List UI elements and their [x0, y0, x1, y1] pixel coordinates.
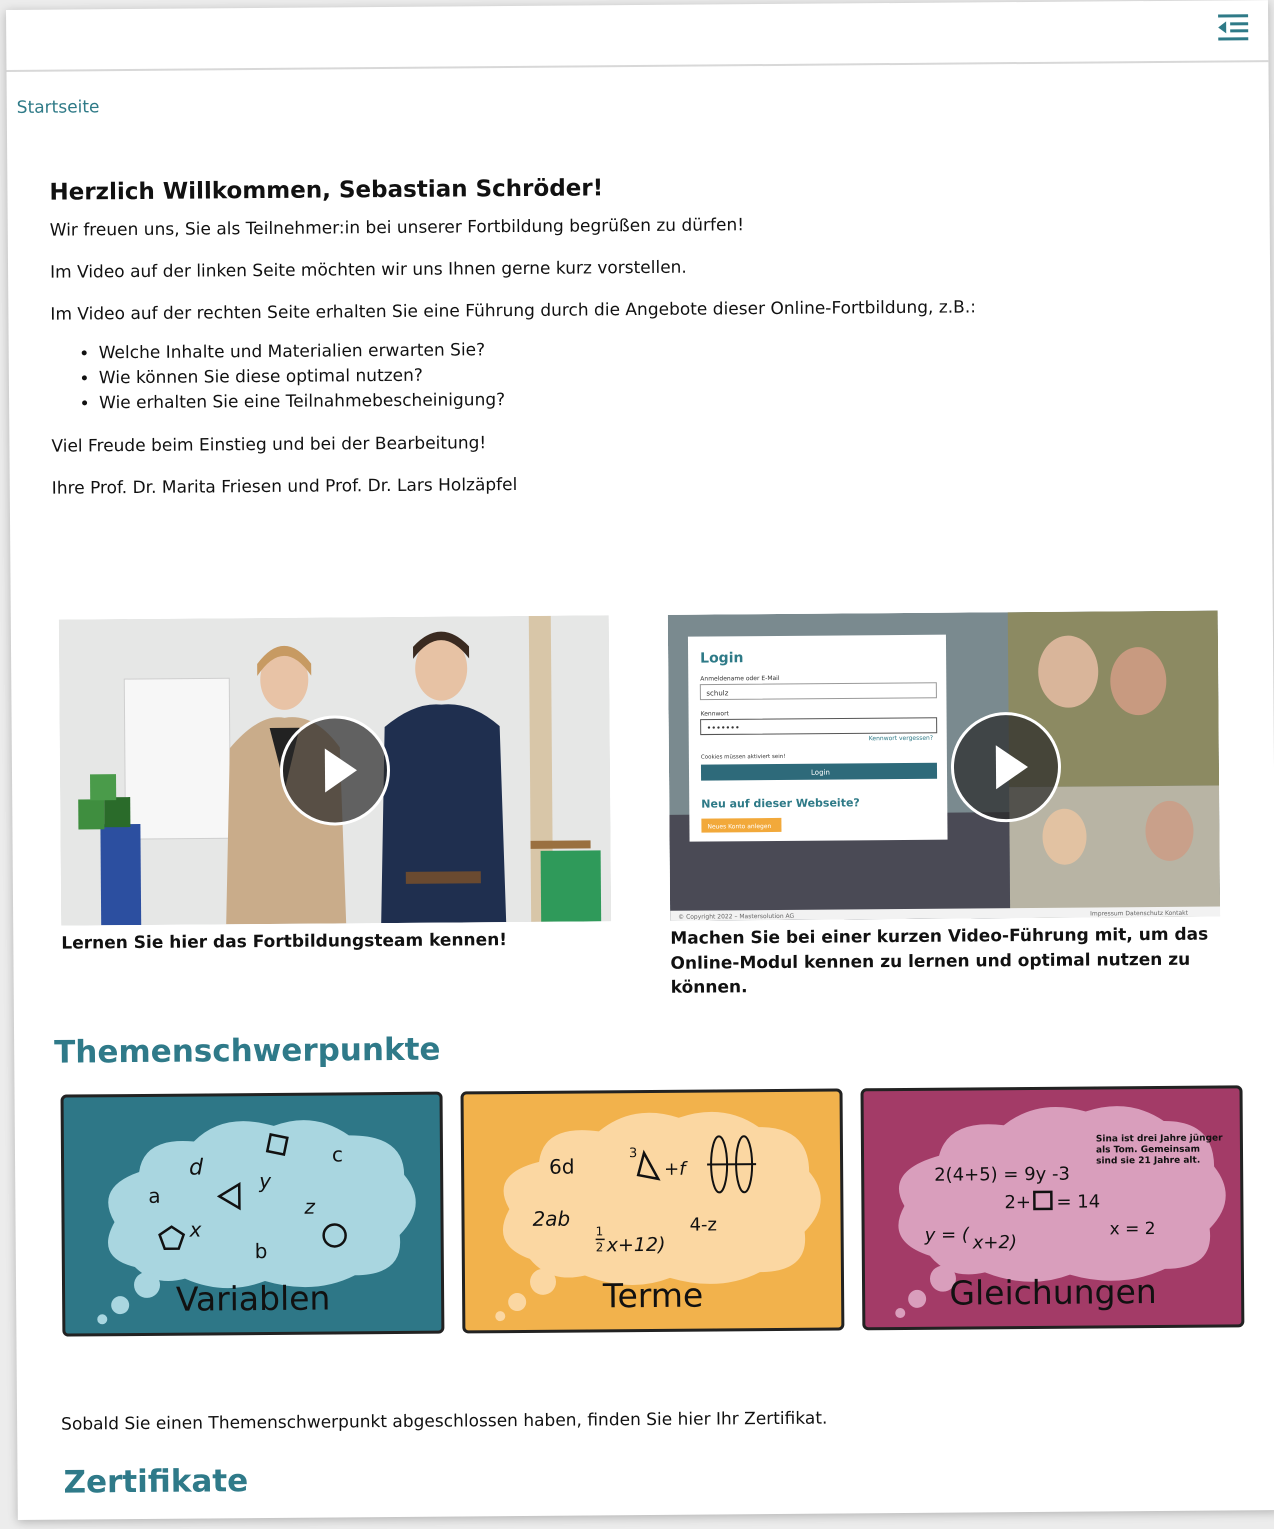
term-6d: 6d	[549, 1154, 575, 1179]
tour-video	[668, 611, 1221, 1001]
list-item: • Wie können Sie diese optimal nutzen?	[99, 359, 1051, 391]
breadcrumb-home[interactable]: Startseite	[16, 97, 100, 118]
word-problem-line-2: als Tom. Gemeinsam	[1095, 1144, 1201, 1156]
symbol-y: y	[259, 1168, 272, 1194]
menu-collapse-icon[interactable]	[1216, 12, 1250, 42]
topic-tiles	[61, 1085, 1249, 1344]
welcome-text-1: Wir freuen uns, Sie als Teilnehmer:in bei unserer Fortbildung begrüßen zu dürfen!	[49, 215, 745, 241]
team-video	[59, 615, 612, 956]
team-video-player[interactable]	[59, 615, 611, 925]
equation-3-left: y = (	[924, 1224, 969, 1246]
list-item: • Wie erhalten Sie eine Teilnahmebescheinigung?	[99, 383, 1051, 415]
tour-video-player[interactable]	[668, 611, 1220, 921]
symbol-d: d	[189, 1155, 204, 1181]
user-label: Anmeldename oder E-Mail	[700, 674, 780, 683]
term-2ab: 2ab	[532, 1206, 571, 1231]
welcome-section	[49, 172, 1052, 520]
symbol-a: a	[148, 1183, 161, 1208]
certificate-note: Sobald Sie einen Themenschwerpunkt abgeschlossen haben, finden Sie hier Ihr Zertifikat.	[61, 1408, 828, 1435]
equation-2-right: = 14	[1056, 1191, 1101, 1213]
term-4-z: 4-z	[689, 1214, 718, 1236]
play-icon[interactable]	[280, 715, 391, 826]
page	[6, 0, 1274, 1520]
new-site-title: Neu auf dieser Webseite?	[701, 796, 860, 811]
symbol-x: x	[189, 1217, 202, 1242]
new-account-button-label: Neues Konto anlegen	[707, 823, 772, 831]
word-problem-line-3: sind sie 21 Jahre alt.	[1096, 1155, 1201, 1167]
topic-label-variablen: Variablen	[175, 1278, 331, 1319]
svg-text:•••••••: •••••••	[706, 723, 740, 733]
welcome-text-4: Viel Freude beim Einstieg und bei der Bearbeitung!	[51, 433, 487, 457]
cookies-note: Cookies müssen aktiviert sein!	[700, 753, 786, 761]
login-button-label: Login	[810, 768, 830, 777]
topics-heading: Themenschwerpunkte	[54, 1031, 441, 1071]
symbol-b: b	[254, 1238, 268, 1264]
play-icon[interactable]	[951, 712, 1062, 823]
topic-label-terme: Terme	[602, 1275, 704, 1316]
welcome-text-2: Im Video auf der linken Seite möchten wir uns Ihnen gerne kurz vorstellen.	[49, 257, 687, 283]
password-label: Kennwort	[700, 710, 729, 718]
topic-label-gleichungen: Gleichungen	[949, 1272, 1157, 1313]
certificate-heading: Zertifikate	[63, 1463, 249, 1501]
feature-list	[51, 334, 1052, 416]
welcome-title: Herzlich Willkommen, Sebastian Schröder!	[49, 175, 604, 206]
forgot-password-link: Kennwort vergessen?	[868, 734, 934, 743]
term-frac-den: 2	[595, 1240, 604, 1255]
term-bracket: x+12)	[606, 1233, 666, 1257]
tour-video-caption: Machen Sie bei einer kurzen Video-Führung mit, um das Online-Modul kennen zu lernen und optimal nutzen zu können.	[670, 924, 1209, 999]
welcome-text-3: Im Video auf der rechten Seite erhalten Sie eine Führung durch die Angebote dieser Online-Fortbildung, z.B.:	[50, 297, 977, 325]
equation-4: x = 2	[1109, 1219, 1156, 1240]
term-frac-num: 1	[595, 1224, 604, 1239]
equation-3-right: x+2)	[972, 1232, 1018, 1254]
term-exponent: 3	[628, 1146, 638, 1162]
list-item: • Welche Inhalte und Materialien erwarten Sie?	[99, 334, 1051, 366]
symbol-c: c	[331, 1142, 344, 1167]
login-title: Login	[700, 650, 744, 667]
equation-2-left: 2+	[1004, 1191, 1032, 1214]
term-plus-f: +f	[664, 1158, 686, 1180]
footer-links-text: Impressum Datenschutz Kontakt	[1090, 909, 1188, 918]
symbol-z: z	[304, 1194, 316, 1219]
team-video-caption: Lernen Sie hier das Fortbildungsteam kennen!	[61, 930, 508, 954]
user-value: schulz	[706, 689, 729, 698]
copyright-text: © Copyright 2022 – Mastersolution AG	[678, 912, 795, 921]
topic-tile-terme[interactable]	[461, 1088, 845, 1333]
top-bar	[6, 0, 1268, 72]
equation-1: 2(4+5) = 9y -3	[934, 1163, 1071, 1186]
topic-tile-variablen[interactable]	[61, 1092, 445, 1337]
welcome-signature: Ihre Prof. Dr. Marita Friesen und Prof. Dr. Lars Holzäpfel	[51, 475, 518, 499]
word-problem-line-1: Sina ist drei Jahre jünger	[1095, 1133, 1223, 1145]
topic-tile-gleichungen[interactable]	[860, 1085, 1244, 1330]
